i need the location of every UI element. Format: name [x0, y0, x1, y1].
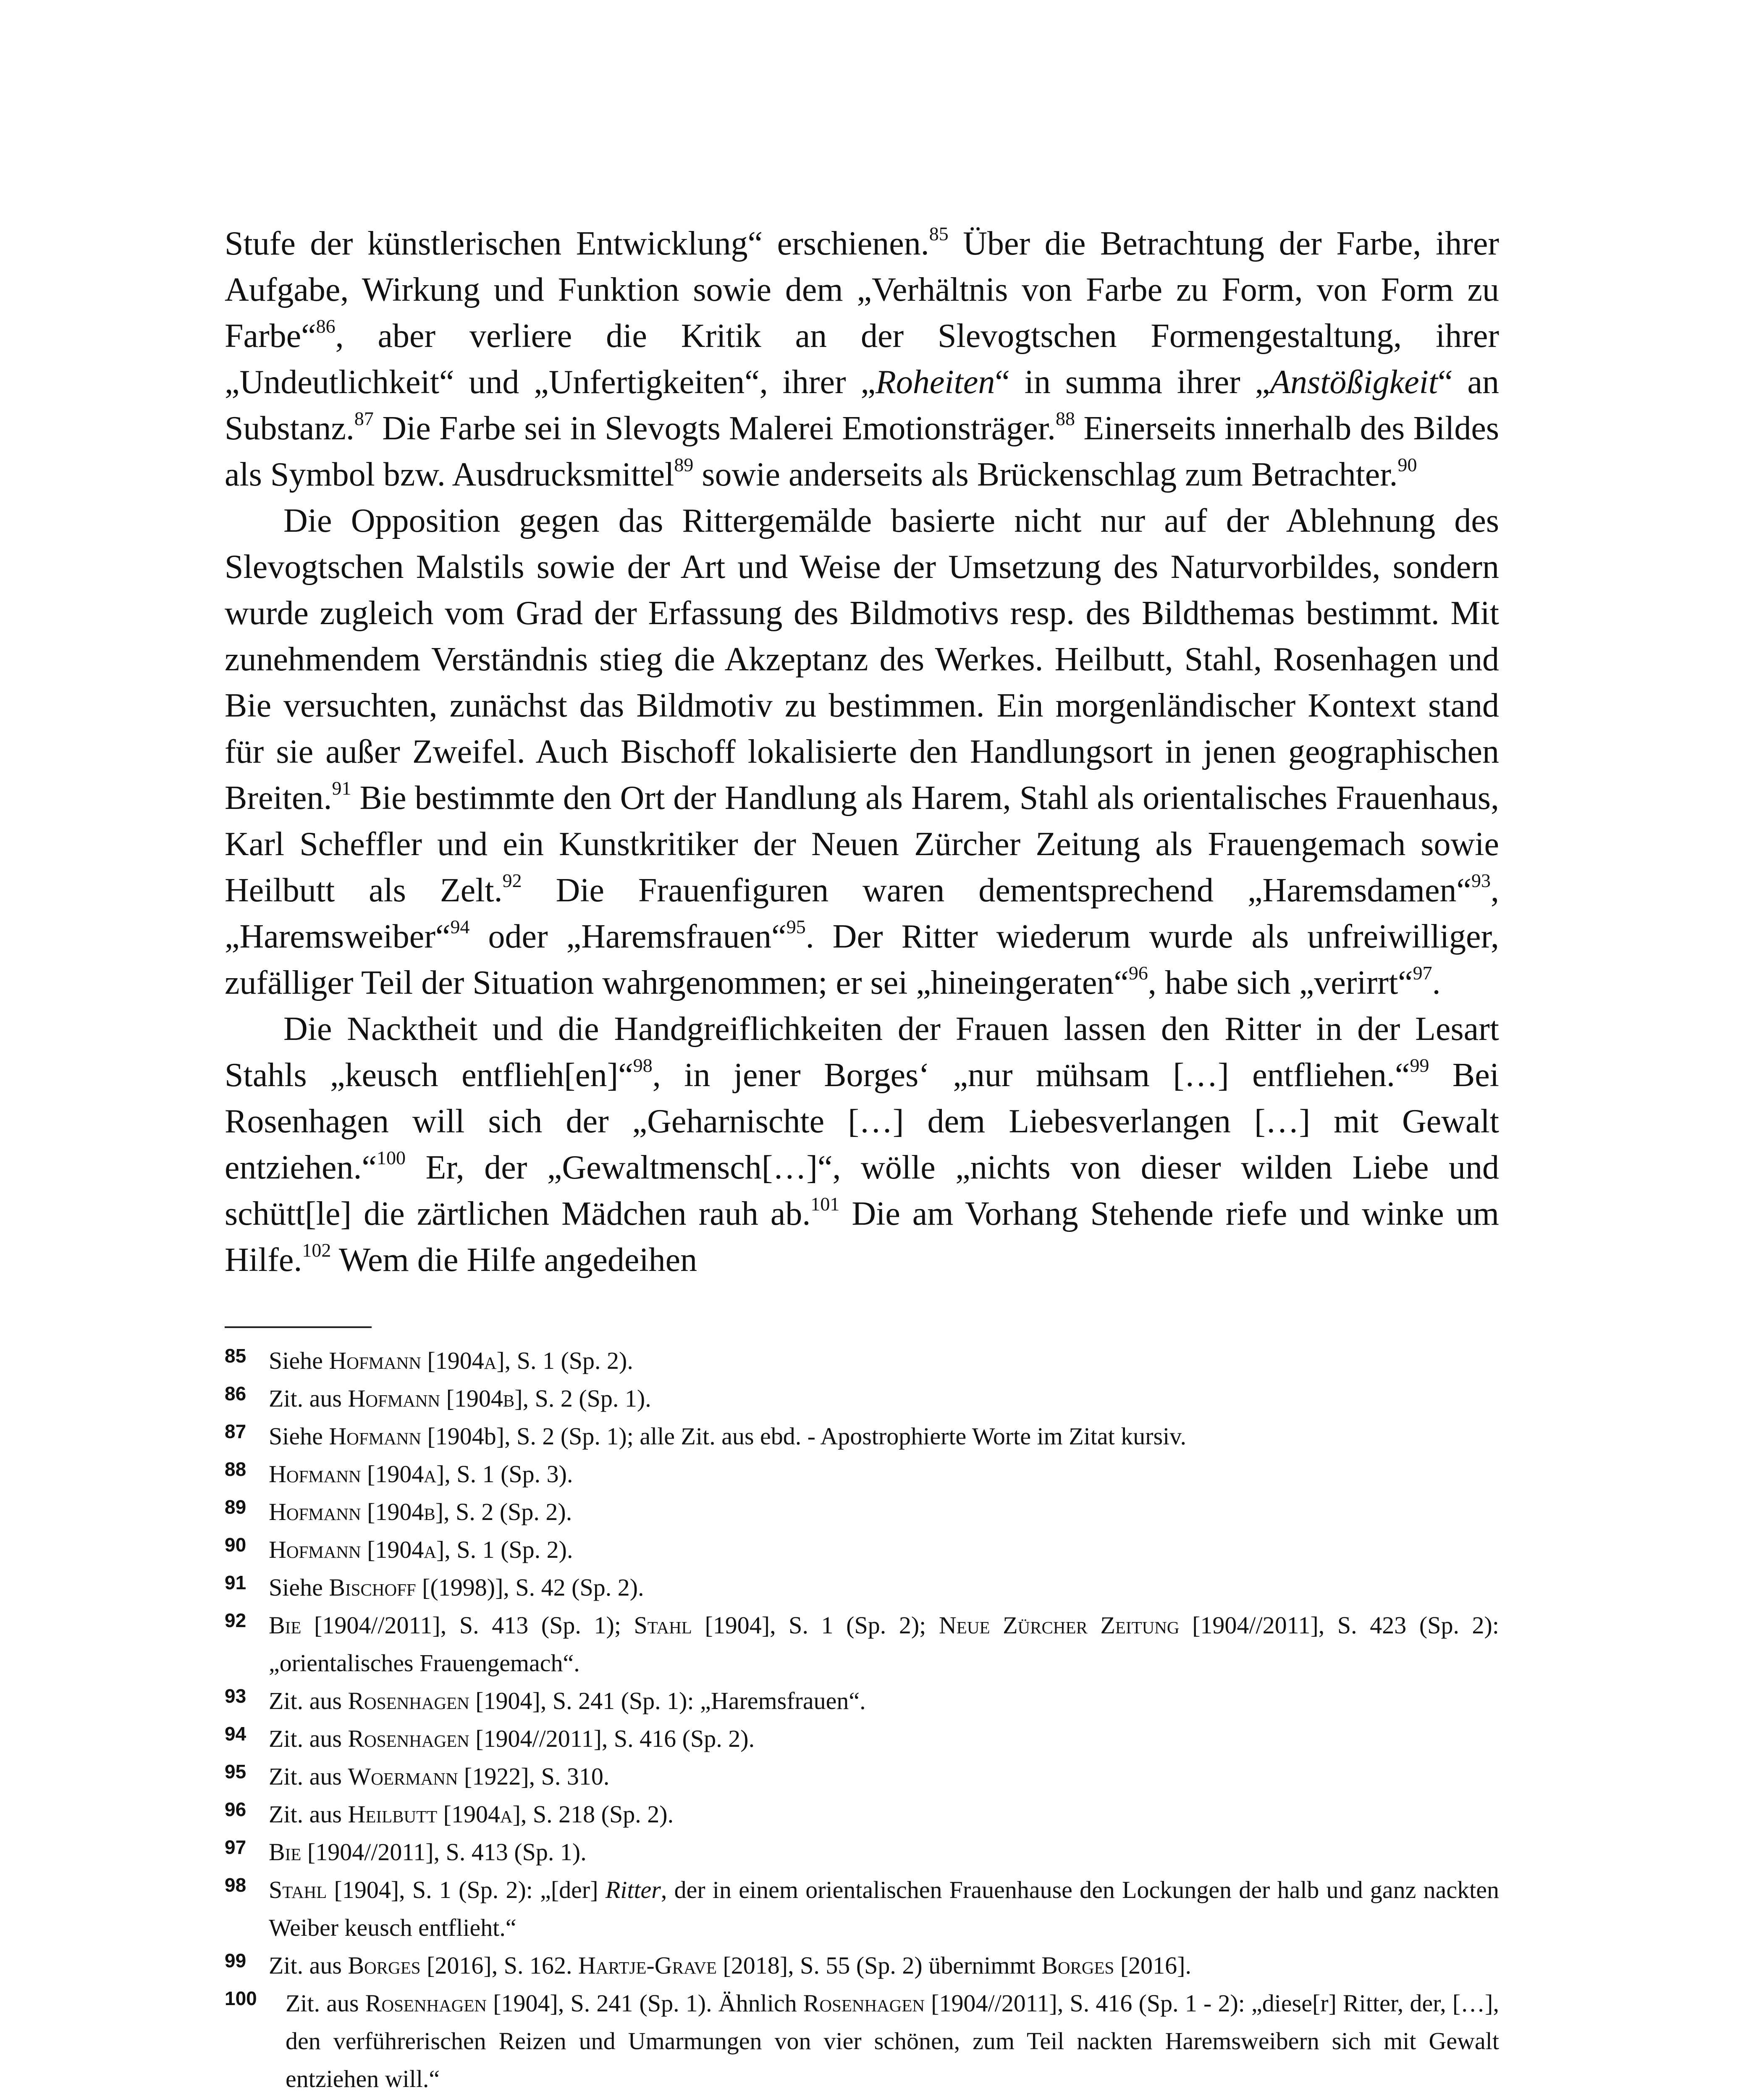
text-run: Siehe: [269, 1423, 329, 1450]
text-run: , aber verliere die Kritik an der Slevogtschen Formengestaltung, ihrer „Undeutlichkeit“ und „Unfertigkeiten“, ihrer „: [225, 318, 1499, 401]
footnote-ref-93[interactable]: 93: [1471, 870, 1491, 892]
text-run: [(1998)], S. 42 (Sp. 2).: [416, 1574, 644, 1601]
footnote-97: [225, 1833, 1499, 1871]
italic-word: Anstößigkeit: [1270, 364, 1438, 401]
footnote-101: [225, 2098, 1499, 2100]
text-run: Zit. aus: [269, 1687, 348, 1714]
footnotes: [225, 1342, 1499, 2100]
footnote-88: [225, 1455, 1499, 1493]
author-name: Borges: [1041, 1952, 1114, 1979]
footnote-ref-97[interactable]: 97: [1413, 962, 1432, 984]
footnote-number: 88: [225, 1458, 246, 1480]
author-name: Stahl: [269, 1876, 327, 1903]
footnote-ref-94[interactable]: 94: [450, 916, 470, 938]
footnote-ref-99[interactable]: 99: [1410, 1055, 1429, 1076]
footnote-ref-100[interactable]: 100: [377, 1147, 406, 1169]
footnote-87: [225, 1418, 1499, 1455]
text-run: ], S. 1 (Sp. 2).: [496, 1347, 633, 1374]
footnote-number: 87: [225, 1420, 246, 1442]
footnote-number: 91: [225, 1572, 246, 1593]
footnote-number: 86: [225, 1383, 246, 1404]
author-name: Heilbutt: [348, 1801, 438, 1828]
text-run: , in jener Borges‘ „nur mühsam […] entfliehen.“: [652, 1057, 1410, 1094]
footnote-ref-96[interactable]: 96: [1128, 962, 1148, 984]
text-run: .: [1432, 964, 1441, 1001]
author-name: Hofmann: [269, 1460, 361, 1488]
text-run: oder „Haremsfrauen“: [469, 918, 786, 955]
text-run: [1904], S. 1 (Sp. 2): „[der]: [327, 1876, 606, 1903]
author-name: Borges: [348, 1952, 421, 1979]
footnote-ref-91[interactable]: 91: [332, 777, 351, 799]
author-name: Hofmann: [348, 1385, 440, 1412]
text-run: Stufe der künstlerischen Entwicklung“ erschienen.: [225, 225, 929, 262]
author-name: Hofmann: [329, 1423, 421, 1450]
author-name: Neue Zürcher Zeitung: [939, 1612, 1180, 1639]
text-run: Die Opposition gegen das Rittergemälde basierte nicht nur auf der Ablehnung des Slevogtschen Malstils sowie der Art und Weise der Umsetzung des Naturvorbildes, sondern wurde zugleich vom Grad der Erfassung des Bildmotivs resp. des Bildthemas bestimmt. Mit zunehmendem Verständnis stieg die Akzeptanz des Werkes. Heilbutt, Stahl, Rosenhagen und Bie versuchten, zunächst das Bildmotiv zu bestimmen. Ein morgenländischer Kontext stand für sie außer Zweifel. Auch Bischoff lokalisierte den Handlungsort in jenen geographischen Breiten.: [225, 502, 1499, 816]
text-run: [1904: [361, 1460, 424, 1488]
text-run: Siehe: [269, 1347, 329, 1374]
text-run: “ in summa ihrer „: [995, 364, 1270, 401]
text-run: [1904: [421, 1347, 484, 1374]
footnote-ref-88[interactable]: 88: [1056, 408, 1075, 430]
footnote-ref-87[interactable]: 87: [354, 408, 374, 430]
text-run: Bei Rosenhagen will sich der „Geharnischte […] dem Liebesverlangen […] mit Gewalt entziehen.“: [225, 1057, 1499, 1186]
text-run: a: [484, 1347, 497, 1374]
author-name: Hartje-Grave: [578, 1952, 717, 1979]
author-name: Bie: [269, 1612, 301, 1639]
text-run: [1904: [361, 1498, 424, 1525]
text-run: [1904], S. 241 (Sp. 1). Ähnlich: [487, 1990, 803, 2017]
footnote-number: 93: [225, 1685, 246, 1707]
footnote-93: [225, 1682, 1499, 1720]
footnote-ref-98[interactable]: 98: [633, 1055, 653, 1076]
footnote-ref-85[interactable]: 85: [929, 223, 949, 245]
text-run: [2016], S. 162.: [420, 1952, 578, 1979]
text-run: [1904//2011], S. 416 (Sp. 1 - 2): „diese[r] Ritter, der, […], den verführerischen Reizen und Umarmungen von vier schönen, zum Teil nackten Haremsweibern sich mit Gewalt entziehen will.“: [286, 1990, 1499, 2092]
text-run: Über die Betrachtung der Farbe, ihrer Aufgabe, Wirkung und Funktion sowie dem „Verhältnis von Farbe zu Form, von Form zu Farbe“: [225, 225, 1499, 354]
text-run: [2016].: [1114, 1952, 1191, 1979]
text-run: [2018], S. 55 (Sp. 2) übernimmt: [716, 1952, 1042, 1979]
footnote-89: [225, 1493, 1499, 1531]
author-name: Hofmann: [269, 1536, 361, 1563]
text-run: . Der Ritter wiederum wurde als unfreiwilliger, zufälliger Teil der Situation wahrgenommen; er sei „hineingeraten“: [225, 918, 1500, 1001]
text-run: a: [424, 1460, 437, 1488]
text-run: Die Farbe sei in Slevogts Malerei Emotionsträger.: [373, 410, 1056, 447]
text-run: Zit. aus: [269, 1952, 348, 1979]
footnote-ref-102[interactable]: 102: [302, 1239, 331, 1261]
footnote-92: [225, 1606, 1499, 1682]
footnote-number: 94: [225, 1723, 246, 1745]
footnote-number: 85: [225, 1345, 246, 1367]
footnote-separator: [225, 1326, 372, 1328]
text-run: Bie bestimmte den Ort der Handlung als Harem, Stahl als orientalisches Frauenhaus, Karl Scheffler und ein Kunstkritiker der Neuen Zürcher Zeitung als Frauengemach sowie Heilbutt als Zelt.: [225, 780, 1499, 909]
text-run: [1904//2011], S. 413 (Sp. 1);: [301, 1612, 634, 1639]
footnote-ref-101[interactable]: 101: [810, 1193, 840, 1215]
text-run: [1904: [440, 1385, 503, 1412]
footnote-90: [225, 1531, 1499, 1569]
text-run: Die Frauenfiguren waren dementsprechend „Haremsdamen“: [522, 872, 1471, 909]
footnote-number: 92: [225, 1609, 246, 1631]
footnote-ref-90[interactable]: 90: [1397, 454, 1417, 476]
footnote-100: [225, 1984, 1499, 2098]
text-run: Er, der „Gewaltmensch[…]“, wölle „nichts von dieser wilden Liebe und schütt[le] die zärtlichen Mädchen rauh ab.: [225, 1149, 1499, 1232]
text-run: Wem die Hilfe angedeihen: [331, 1242, 697, 1278]
text-run: Einerseits innerhalb des Bildes als Symbol bzw. Ausdrucksmittel: [225, 410, 1500, 493]
text-run: [1904//2011], S. 423 (Sp. 2): „orientalisches Frauengemach“.: [269, 1612, 1499, 1677]
text-run: [1904: [437, 1801, 500, 1828]
italic-word: Ritter: [605, 1876, 661, 1903]
footnote-number: [225, 2093, 257, 2100]
author-name: Hofmann: [329, 1347, 421, 1374]
author-name: Stahl: [634, 1612, 692, 1639]
footnote-number: 96: [225, 1798, 246, 1820]
text-run: sowie anderseits als Brückenschlag zum Betrachter.: [693, 456, 1398, 493]
text-run: [1904//2011], S. 416 (Sp. 2).: [469, 1725, 755, 1752]
text-run: Die am Vorhang Stehende riefe und winke um Hilfe.: [225, 1195, 1500, 1278]
footnote-number: 100: [225, 1987, 257, 2009]
footnote-number: 98: [225, 1874, 246, 1896]
text-run: ], S. 1 (Sp. 2).: [436, 1536, 573, 1563]
footnote-96: [225, 1796, 1499, 1833]
text-run: , „Haremsweiber“: [225, 872, 1499, 955]
text-run: [1904], S. 241 (Sp. 1): „Haremsfrauen“.: [469, 1687, 866, 1714]
text-run: “ an Substanz.: [225, 364, 1500, 447]
paragraph-2: [225, 498, 1499, 1006]
author-name: Rosenhagen: [348, 1687, 469, 1714]
footnote-ref-86[interactable]: 86: [316, 315, 336, 337]
author-name: Rosenhagen: [803, 1990, 925, 2017]
footnote-99: [225, 1947, 1499, 1984]
footnote-ref-89[interactable]: 89: [674, 454, 694, 476]
footnote-94: [225, 1720, 1499, 1758]
author-name: Rosenhagen: [365, 1990, 487, 2017]
footnote-number: 99: [225, 1950, 246, 1971]
paragraph-1: [225, 220, 1499, 498]
text-run: Zit. aus: [269, 1801, 348, 1828]
text-run: a: [424, 1536, 437, 1563]
text-run: Siehe: [269, 1574, 329, 1601]
text-run: ], S. 218 (Sp. 2).: [512, 1801, 674, 1828]
italic-word: Roheiten: [875, 364, 995, 401]
text-run: [1904//2011], S. 413 (Sp. 1).: [301, 1838, 587, 1866]
text-run: Die Nacktheit und die Handgreiflichkeiten der Frauen lassen den Ritter in der Lesart Stahls „keusch entflieh[en]“: [225, 1011, 1499, 1094]
paragraph-3: [225, 1006, 1499, 1283]
text-run: , habe sich „verirrt“: [1148, 964, 1413, 1001]
text-run: ], S. 1 (Sp. 3).: [436, 1460, 573, 1488]
text-run: [1904b], S. 2 (Sp. 1); alle Zit. aus ebd. - Apostrophierte Worte im Zitat kursiv.: [421, 1423, 1186, 1450]
text-run: , der in einem orientalischen Frauenhause den Lockungen der halb und ganz nackten Weiber keusch entflieht.“: [269, 1876, 1499, 1941]
text-run: [1922], S. 310.: [458, 1763, 610, 1790]
text-run: b: [503, 1385, 515, 1412]
author-name: Woermann: [348, 1763, 458, 1790]
footnote-number: 97: [225, 1836, 246, 1858]
text-run: a: [500, 1801, 513, 1828]
author-name: Bischoff: [329, 1574, 416, 1601]
text-run: Zit. aus: [269, 1725, 348, 1752]
footnote-98: [225, 1871, 1499, 1947]
text-run: Zit. aus: [269, 1763, 348, 1790]
text-run: ], S. 2 (Sp. 2).: [435, 1498, 572, 1525]
footnote-95: [225, 1758, 1499, 1796]
text-run: ], S. 2 (Sp. 1).: [514, 1385, 651, 1412]
text-run: Zit. aus: [286, 1990, 365, 2017]
text-run: [1904], S. 1 (Sp. 2);: [692, 1612, 939, 1639]
author-name: Hofmann: [269, 1498, 361, 1525]
footnote-86: [225, 1380, 1499, 1418]
footnote-91: [225, 1569, 1499, 1606]
text-run: b: [424, 1498, 435, 1525]
footnote-number: 89: [225, 1496, 246, 1518]
text-run: Zit. aus: [269, 1385, 348, 1412]
text-run: [1904: [361, 1536, 424, 1563]
footnote-number: 95: [225, 1761, 246, 1782]
footnote-number: 90: [225, 1534, 246, 1556]
footnote-ref-92[interactable]: 92: [502, 870, 522, 892]
author-name: Rosenhagen: [348, 1725, 469, 1752]
footnote-ref-95[interactable]: 95: [786, 916, 806, 938]
author-name: Bie: [269, 1838, 301, 1866]
footnote-85: [225, 1342, 1499, 1380]
body-text: [225, 220, 1499, 1283]
